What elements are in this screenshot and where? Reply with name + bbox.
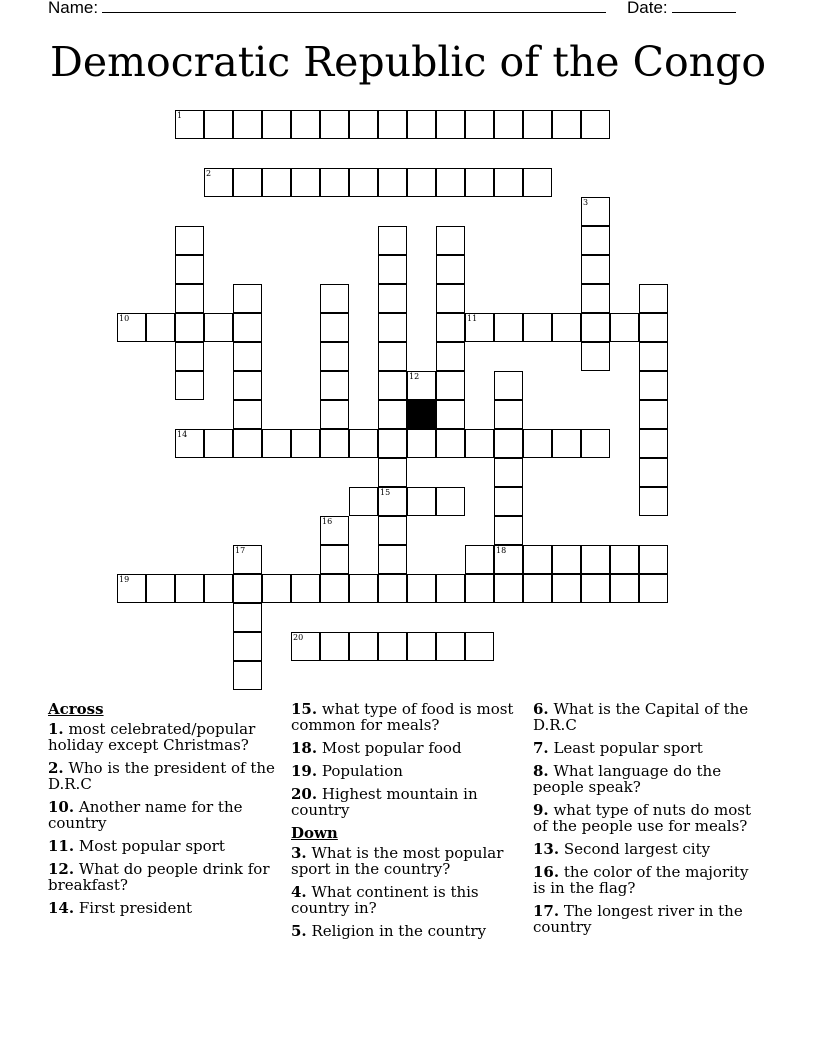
grid-cell[interactable] <box>494 313 523 342</box>
grid-cell[interactable] <box>581 197 610 226</box>
down-heading: Down <box>291 824 338 842</box>
grid-cell[interactable] <box>436 400 465 429</box>
grid-cell[interactable] <box>233 661 262 690</box>
grid-cell[interactable] <box>291 574 320 603</box>
clue-across-12: 12. What do people drink for breakfast? <box>48 860 270 894</box>
clue-across-20: 20. Highest mountain in country <box>291 785 478 819</box>
grid-cell[interactable] <box>523 313 552 342</box>
grid-cell[interactable] <box>639 574 668 603</box>
grid-cell[interactable] <box>349 574 378 603</box>
grid-cell[interactable] <box>320 110 349 139</box>
grid-cell[interactable] <box>407 168 436 197</box>
grid-cell[interactable] <box>523 429 552 458</box>
clue-number: 11 <box>467 314 478 323</box>
grid-cell[interactable] <box>320 429 349 458</box>
grid-cell[interactable] <box>465 574 494 603</box>
grid-cell[interactable] <box>581 574 610 603</box>
grid-cell[interactable] <box>233 110 262 139</box>
grid-cell[interactable] <box>494 487 523 516</box>
grid-cell[interactable] <box>639 313 668 342</box>
grid-cell[interactable] <box>494 545 523 574</box>
grid-cell[interactable] <box>407 487 436 516</box>
grid-cell[interactable] <box>233 400 262 429</box>
grid-cell[interactable] <box>378 545 407 574</box>
grid-cell[interactable] <box>204 429 233 458</box>
grid-cell[interactable] <box>639 458 668 487</box>
grid-cell[interactable] <box>175 429 204 458</box>
grid-cell[interactable] <box>378 487 407 516</box>
clue-down-17: 17. The longest river in the country <box>533 902 743 936</box>
clue-down-13: 13. Second largest city <box>533 840 711 858</box>
clue-number: 12 <box>409 372 420 381</box>
clue-down-3: 3. What is the most popular sport in the country? <box>291 844 504 878</box>
grid-cell[interactable] <box>494 458 523 487</box>
clue-down-16: 16. the color of the majority is in the flag? <box>533 863 749 897</box>
grid-cell[interactable] <box>407 632 436 661</box>
clue-number: 16 <box>322 517 333 526</box>
grid-cell[interactable] <box>349 429 378 458</box>
black-square <box>407 400 436 429</box>
grid-cell[interactable] <box>378 168 407 197</box>
grid-cell[interactable] <box>436 487 465 516</box>
clue-down-4: 4. What continent is this country in? <box>291 883 479 917</box>
grid-cell[interactable] <box>233 284 262 313</box>
clue-column-3 <box>533 701 761 942</box>
clue-across-11: 11. Most popular sport <box>48 837 225 855</box>
grid-cell[interactable] <box>175 255 204 284</box>
clue-down-5: 5. Religion in the country <box>291 922 487 940</box>
grid-cell[interactable] <box>204 313 233 342</box>
grid-cell[interactable] <box>233 313 262 342</box>
grid-cell[interactable] <box>465 313 494 342</box>
grid-cell[interactable] <box>117 313 146 342</box>
grid-cell[interactable] <box>291 429 320 458</box>
grid-cell[interactable] <box>436 168 465 197</box>
grid-cell[interactable] <box>349 632 378 661</box>
grid-cell[interactable] <box>233 371 262 400</box>
grid-cell[interactable] <box>436 226 465 255</box>
clue-across-2: 2. Who is the president of the D.R.C <box>48 759 275 793</box>
across-heading: Across <box>48 700 104 718</box>
grid-cell[interactable] <box>378 226 407 255</box>
clue-number: 17 <box>235 546 246 555</box>
grid-cell[interactable] <box>552 313 581 342</box>
grid-cell[interactable] <box>523 110 552 139</box>
grid-cell[interactable] <box>175 574 204 603</box>
grid-cell[interactable] <box>378 342 407 371</box>
grid-cell[interactable] <box>320 313 349 342</box>
clue-across-14: 14. First president <box>48 899 193 917</box>
grid-cell[interactable] <box>378 574 407 603</box>
grid-cell[interactable] <box>494 516 523 545</box>
clue-column-2 <box>291 701 519 946</box>
grid-cell[interactable] <box>262 168 291 197</box>
grid-cell[interactable] <box>494 371 523 400</box>
grid-cell[interactable] <box>465 429 494 458</box>
clue-across-19: 19. Population <box>291 762 403 780</box>
grid-cell[interactable] <box>407 371 436 400</box>
grid-cell[interactable] <box>378 429 407 458</box>
grid-cell[interactable] <box>320 545 349 574</box>
grid-cell[interactable] <box>262 110 291 139</box>
grid-cell[interactable] <box>494 400 523 429</box>
grid-cell[interactable] <box>204 110 233 139</box>
grid-cell[interactable] <box>436 574 465 603</box>
grid-cell[interactable] <box>494 429 523 458</box>
grid-cell[interactable] <box>146 574 175 603</box>
grid-cell[interactable] <box>581 284 610 313</box>
grid-cell[interactable] <box>233 429 262 458</box>
clue-across-10: 10. Another name for the country <box>48 798 243 832</box>
clue-across-18: 18. Most popular food <box>291 739 462 757</box>
grid-cell[interactable] <box>639 284 668 313</box>
grid-cell[interactable] <box>233 342 262 371</box>
grid-cell[interactable] <box>175 342 204 371</box>
grid-cell[interactable] <box>581 545 610 574</box>
grid-cell[interactable] <box>639 400 668 429</box>
grid-cell[interactable] <box>436 342 465 371</box>
grid-cell[interactable] <box>465 545 494 574</box>
grid-cell[interactable] <box>320 342 349 371</box>
clue-number: 15 <box>380 488 391 497</box>
grid-cell[interactable] <box>523 574 552 603</box>
grid-cell[interactable] <box>378 400 407 429</box>
clue-number: 10 <box>119 314 130 323</box>
clue-number: 2 <box>206 169 212 178</box>
clue-down-6: 6. What is the Capital of the D.R.C <box>533 700 749 734</box>
grid-cell[interactable] <box>378 110 407 139</box>
grid-cell[interactable] <box>552 110 581 139</box>
grid-cell[interactable] <box>523 545 552 574</box>
clue-number: 19 <box>119 575 130 584</box>
grid-cell[interactable] <box>146 313 175 342</box>
grid-cell[interactable] <box>378 458 407 487</box>
clue-across-15: 15. what type of food is most common for meals? <box>291 700 514 734</box>
clue-across-1: 1. most celebrated/popular holiday except Christmas? <box>48 720 256 754</box>
clue-number: 20 <box>293 633 304 642</box>
grid-cell[interactable] <box>320 284 349 313</box>
grid-cell[interactable] <box>581 255 610 284</box>
grid-cell[interactable] <box>204 574 233 603</box>
grid-cell[interactable] <box>523 168 552 197</box>
grid-cell[interactable] <box>581 110 610 139</box>
grid-cell[interactable] <box>465 168 494 197</box>
grid-cell[interactable] <box>204 168 233 197</box>
grid-cell[interactable] <box>320 574 349 603</box>
grid-cell[interactable] <box>436 429 465 458</box>
grid-cell[interactable] <box>436 313 465 342</box>
clue-number: 14 <box>177 430 188 439</box>
grid-cell[interactable] <box>262 574 291 603</box>
grid-cell[interactable] <box>610 574 639 603</box>
clue-down-7: 7. Least popular sport <box>533 739 703 757</box>
grid-cell[interactable] <box>349 110 378 139</box>
grid-cell[interactable] <box>320 632 349 661</box>
clue-down-9: 9. what type of nuts do most of the people use for meals? <box>533 801 751 835</box>
clue-down-8: 8. What language do the people speak? <box>533 762 722 796</box>
grid-cell[interactable] <box>494 110 523 139</box>
grid-cell[interactable] <box>320 371 349 400</box>
grid-cell[interactable] <box>378 632 407 661</box>
grid-cell[interactable] <box>581 342 610 371</box>
grid-cell[interactable] <box>639 371 668 400</box>
grid-cell[interactable] <box>639 487 668 516</box>
grid-cell[interactable] <box>436 255 465 284</box>
grid-cell[interactable] <box>465 632 494 661</box>
grid-cell[interactable] <box>494 574 523 603</box>
grid-cell[interactable] <box>610 313 639 342</box>
grid-cell[interactable] <box>175 110 204 139</box>
grid-cell[interactable] <box>436 371 465 400</box>
grid-cell[interactable] <box>291 632 320 661</box>
grid-cell[interactable] <box>436 632 465 661</box>
grid-cell[interactable] <box>175 313 204 342</box>
grid-cell[interactable] <box>175 226 204 255</box>
grid-cell[interactable] <box>407 574 436 603</box>
grid-cell[interactable] <box>639 545 668 574</box>
grid-cell[interactable] <box>639 342 668 371</box>
grid-cell[interactable] <box>581 226 610 255</box>
grid-cell[interactable] <box>552 574 581 603</box>
grid-cell[interactable] <box>233 603 262 632</box>
clue-number: 3 <box>583 198 589 207</box>
grid-cell[interactable] <box>639 429 668 458</box>
grid-cell[interactable] <box>407 429 436 458</box>
grid-cell[interactable] <box>175 371 204 400</box>
grid-cell[interactable] <box>610 545 639 574</box>
date-label: Date: <box>627 0 668 17</box>
grid-cell[interactable] <box>117 574 146 603</box>
clue-number: 18 <box>496 546 507 555</box>
grid-cell[interactable] <box>320 516 349 545</box>
grid-cell[interactable] <box>262 429 291 458</box>
grid-cell[interactable] <box>378 371 407 400</box>
grid-cell[interactable] <box>581 429 610 458</box>
page-title: Democratic Republic of the Congo <box>50 38 766 86</box>
grid-cell[interactable] <box>436 284 465 313</box>
clue-number: 1 <box>177 111 183 120</box>
grid-cell[interactable] <box>552 429 581 458</box>
grid-cell[interactable] <box>378 516 407 545</box>
grid-cell[interactable] <box>465 110 494 139</box>
grid-cell[interactable] <box>407 110 436 139</box>
grid-cell[interactable] <box>349 168 378 197</box>
grid-cell[interactable] <box>581 313 610 342</box>
grid-cell[interactable] <box>378 313 407 342</box>
clue-column-1 <box>48 701 276 923</box>
grid-cell[interactable] <box>320 168 349 197</box>
grid-cell[interactable] <box>349 487 378 516</box>
grid-cell[interactable] <box>320 400 349 429</box>
grid-cell[interactable] <box>175 284 204 313</box>
grid-cell[interactable] <box>233 632 262 661</box>
grid-cell[interactable] <box>233 574 262 603</box>
name-label: Name: <box>48 0 99 17</box>
grid-cell[interactable] <box>233 545 262 574</box>
grid-cell[interactable] <box>436 110 465 139</box>
grid-cell[interactable] <box>291 168 320 197</box>
grid-cell[interactable] <box>378 255 407 284</box>
grid-cell[interactable] <box>552 545 581 574</box>
grid-cell[interactable] <box>291 110 320 139</box>
grid-cell[interactable] <box>233 168 262 197</box>
grid-cell[interactable] <box>378 284 407 313</box>
grid-cell[interactable] <box>494 168 523 197</box>
